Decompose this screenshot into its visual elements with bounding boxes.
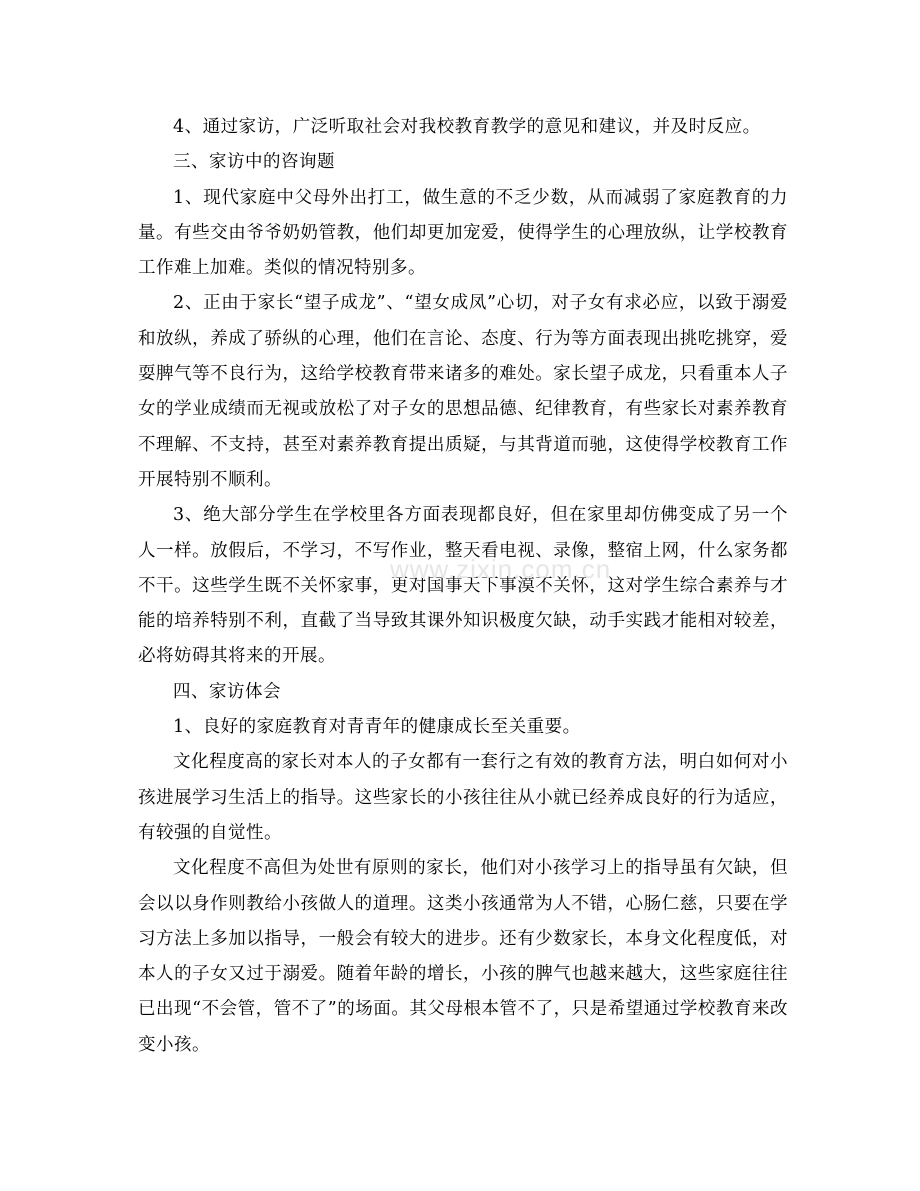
paragraph-5: 3、绝大部分学生在学校里各方面表现都良好，但在家里却仿佛变成了另一个人一样。放假后，不学习，不写作业，整天看电视、录像，整宿上网，什么家务都不干。这些学生既不关怀家事，更对国事天下事漠不关怀，这对学生综合素养与才能的培养特别不利，直截了当导致其课外知识极度欠缺，动手实践才能相对较差，必将妨碍其将来的开展。 (138, 505, 788, 667)
paragraph-7: 1、良好的家庭教育对青青年的健康成长至关重要。 (173, 717, 581, 738)
paragraph-8: 文化程度高的家长对本人的子女都有一套行之有效的教育方法，明白如何对小孩进展学习生活上的指导。这些家长的小孩往往从小就已经养成良好的行为适应，有较强的自觉性。 (138, 752, 788, 843)
paragraph-4: 2、正由于家长“望子成龙”、“望女成凤”心切，对子女有求必应，以致于溺爱和放纵，养成了骄纵的心理，他们在言论、态度、行为等方面表现出挑吃挑穿，爱耍脾气等不良行为，这给学校教育带来诸多的难处。家长望子成龙，只看重本人子女的学业成绩而无视或放松了对子女的思想品德、纪律教育，有些家长对素养教育不理解、不支持，甚至对素养教育提出质疑，与其背道而驰，这使得学校教育工作开展特别不顺利。 (138, 293, 788, 490)
watermark: www.zixin.com.cn (390, 554, 612, 584)
section-heading-4: 四、家访体会 (173, 681, 281, 702)
paragraph-3: 1、现代家庭中父母外出打工，做生意的不乏少数，从而减弱了家庭教育的力量。有些交由爷爷奶奶管教，他们却更加宠爱，使得学生的心理放纵，让学校教育工作难上加难。类似的情况特别多。 (138, 187, 788, 279)
paragraph-9: 文化程度不高但为处世有原则的家长，他们对小孩学习上的指导虽有欠缺，但会以以身作则教给小孩做人的道理。这类小孩通常为人不错，心肠仁慈，只要在学习方法上多加以指导，一般会有较大的进步。还有少数家长，本身文化程度低，对本人的子女又过于溺爱。随着年龄的增长，小孩的脾气也越来越大，这些家庭往往已出现“不会管，管不了”的场面。其父母根本管不了，只是希望通过学校教育来改变小孩。 (138, 858, 788, 1055)
paragraph-1: 4、通过家访，广泛听取社会对我校教育教学的意见和建议，并及时反应。 (173, 117, 761, 137)
section-heading-3: 三、家访中的咨询题 (173, 152, 335, 173)
document-body (138, 110, 788, 1063)
